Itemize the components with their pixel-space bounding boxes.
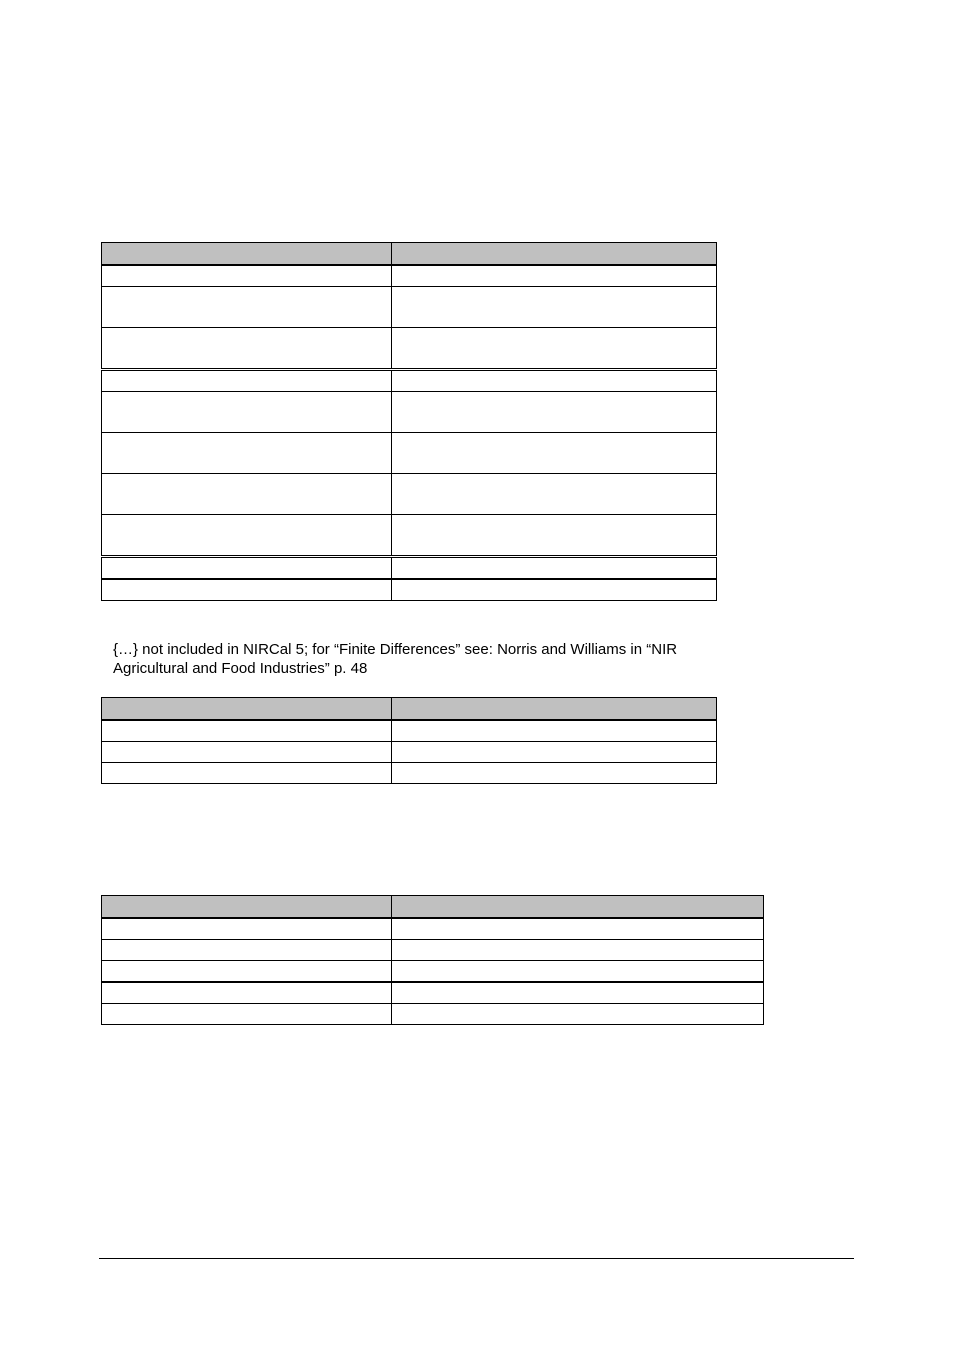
table-cell [102,515,392,557]
table-row [102,1004,764,1025]
table-cell [392,579,717,601]
footnote-text: {…} not included in NIRCal 5; for “Finite Differences” see: Norris and Williams in “NIR Agricultural and Food Industries” p. 48 [113,641,678,677]
table-row [102,940,764,961]
table-cell [392,961,764,983]
table-row [102,763,717,784]
table-cell [102,287,392,328]
table-row [102,982,764,1004]
table-row [102,265,717,287]
table-cell [102,1004,392,1025]
table-cell [102,579,392,601]
table-cell [102,763,392,784]
table-cell [102,918,392,940]
table-row [102,392,717,433]
table-cell [392,720,717,742]
table-cell [392,265,717,287]
table-cell [392,328,717,370]
table-2 [101,697,717,784]
table-header-cell [102,243,392,266]
table-cell [102,328,392,370]
footer-divider [99,1258,854,1259]
table-cell [102,392,392,433]
table-cell [102,265,392,287]
table-1 [101,242,717,601]
table-cell [392,287,717,328]
table-cell [392,940,764,961]
table-row [102,720,717,742]
table-cell [102,982,392,1004]
table-cell [392,392,717,433]
table-cell [392,918,764,940]
table-header-cell [102,698,392,721]
table-header-cell [392,243,717,266]
table-row [102,474,717,515]
table-cell [392,474,717,515]
table-row [102,515,717,557]
table-row [102,557,717,580]
table-cell [392,370,717,392]
table-cell [102,474,392,515]
table-header-row [102,896,764,919]
table-3 [101,895,764,1025]
table-header-cell [392,698,717,721]
table-row [102,433,717,474]
table-header-row [102,698,717,721]
table-cell [102,370,392,392]
table-cell [392,557,717,580]
table-cell [392,742,717,763]
table-row [102,287,717,328]
table-cell [392,1004,764,1025]
table-header-cell [392,896,764,919]
table-cell [102,720,392,742]
table-cell [102,940,392,961]
table-row [102,918,764,940]
table-header-row [102,243,717,266]
table-cell [102,742,392,763]
table-row [102,742,717,763]
table-cell [102,961,392,983]
table-row [102,370,717,392]
table-row [102,328,717,370]
table-cell [392,982,764,1004]
table-header-cell [102,896,392,919]
table-row [102,961,764,983]
table-cell [102,433,392,474]
table-cell [392,763,717,784]
table-cell [392,515,717,557]
table-row [102,579,717,601]
table-cell [102,557,392,580]
table-cell [392,433,717,474]
